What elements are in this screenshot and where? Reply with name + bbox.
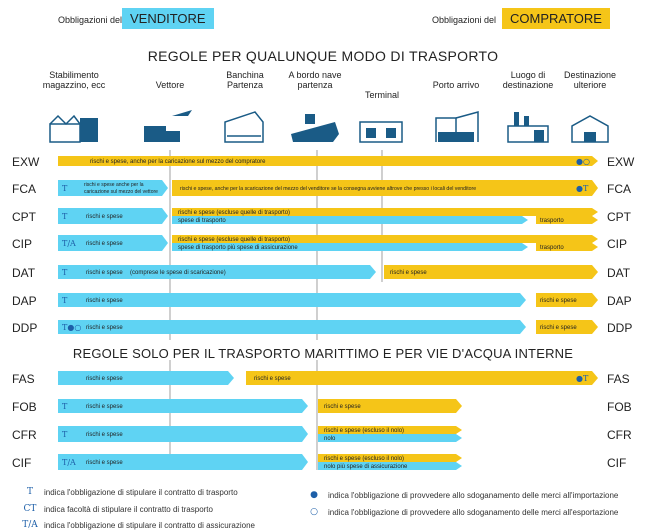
text-cfr-buyer: rischi e spese (escluso il nolo) [324,428,405,434]
mark-fca-seller: T [62,184,68,193]
rule-code-left-9: CFR [12,428,37,442]
text-fob-seller: rischi e spese [86,404,123,410]
text-dap-buyer: rischi e spese [540,298,577,304]
ta-symbol: T/A [22,520,38,530]
rule-code-right-10: CIF [607,456,627,470]
location-label-2: Partenza [226,80,264,90]
rule-code-right-9: CFR [607,428,632,442]
seller-badge: VENDITORE [122,8,214,29]
legend-t [22,487,238,497]
mark-dap: T [62,296,68,305]
legend-import-text: indica l'obbligazione di provvedere allo sdoganamento delle merci all'importazione [328,490,619,500]
mark-ddp: T●○ [62,323,82,332]
text-fca-seller-2: caricazione sul mezzo del vettore [84,189,158,195]
text-cfr-nolo: nolo [324,436,336,442]
text-dat-seller2: (comprese le spese di scaricazione) [130,270,226,276]
rule-code-right-5: DAP [607,294,632,308]
rule-code-left-7: FAS [12,372,35,386]
legend-import [306,490,618,500]
rule-code-left-6: DDP [12,321,38,335]
mark-cfr: T [62,430,68,439]
rule-code-left-2: CPT [12,210,36,224]
text-cpt-end: trasporto [540,218,564,224]
destination-factory-icon [508,112,548,142]
location-label-2: Banchina [226,70,264,80]
rule-code-right-3: CIP [607,237,628,251]
mark-fca-end: ●T [576,184,589,193]
rule-code-left-8: FOB [12,400,37,414]
text-cfr-seller: rischi e spese [86,432,123,438]
mark-dat: T [62,268,68,277]
location-label-0: Stabilimento [49,70,99,80]
text-cpt-seller: rischi e spese [86,214,123,220]
legend-ta [22,520,255,530]
bar-seller-fas [58,371,234,385]
rule-code-left-10: CIF [12,456,32,470]
t-symbol: T [26,487,33,497]
location-label-5: Porto arrivo [432,80,480,90]
text-cif-nolo: nolo più spese di assicurazione [324,464,408,470]
buyer-badge: COMPRATORE [502,8,610,29]
warehouse-icon [572,116,608,142]
section-title-sea-only: REGOLE SOLO PER IL TRASPORTO MARITTIMO E PER VIE D'ACQUA INTERNE [72,346,574,361]
rule-code-right-8: FOB [607,400,632,414]
mark-cpt: T [62,212,68,221]
import-symbol: ● [310,490,318,500]
text-dat-buyer: rischi e spese [390,270,427,276]
buyer-prefix: Obbligazioni del [432,15,497,25]
bar-buyer-fas [246,371,598,385]
mark-fob: T [62,402,68,411]
rule-code-left-4: DAT [12,266,36,280]
text-cif-buyer: rischi e spese (escluso il nolo) [324,456,405,462]
bar-seller2-cfr [318,434,462,442]
text-fca-buyer: rischi e spese, anche per la scaricazione del mezzo del venditore se la consegna avviene altrove che presso i locali del venditore [180,186,477,192]
text-dat-seller: rischi e spese [86,270,123,276]
factory-icon [50,116,98,142]
rule-code-left-3: CIP [12,237,33,251]
ship-icon [291,114,339,142]
text-cip-end: trasporto [540,245,564,251]
location-label-7: ulteriore [573,80,607,90]
text-cip-seller: rischi e spese [86,241,123,247]
crane-icon [436,112,478,142]
mark-exw: ●○ [576,157,590,166]
text-cip-transport: spese di trasporto più spese di assicurazione [178,245,298,251]
mark-cif: T/A [62,458,76,467]
legend-ta-text: indica l'obbligazione di stipulare il contratto di assicurazione [44,520,255,530]
bar-seller-ddp [58,320,526,334]
legend-t-text: indica l'obbligazione di stipulare il contratto di trasporto [44,487,238,497]
rule-code-right-7: FAS [607,372,630,386]
text-fas-buyer: rischi e spese [254,376,291,382]
rule-code-left-5: DAP [12,294,37,308]
c-symbol: CT [23,504,37,514]
departure-quay-icon [225,112,263,142]
text-dap-seller: rischi e spese [86,298,123,304]
location-label-3: A bordo nave [288,70,342,80]
rule-code-right-1: FCA [607,182,631,196]
location-label-3: partenza [297,80,333,90]
section-title-any-mode: REGOLE PER QUALUNQUE MODO DI TRASPORTO [147,48,499,64]
text-cpt-transport: spese di trasporto [178,218,226,224]
mark-fas-end: ●T [576,374,589,383]
legend-c-text: indica facoltà di stipulare il contratto di trasporto [44,504,213,514]
terminal-icon [360,122,402,142]
location-label-7: Destinazione [563,70,617,80]
text-fob-buyer: rischi e spese [324,404,361,410]
location-label-6: destinazione [502,80,554,90]
location-label-6: Luogo di [510,70,546,80]
truck-plane-icon [144,110,192,142]
text-cip-buyer: rischi e spese (escluse quelle di trasporto) [178,237,291,243]
text-fas-seller: rischi e spese [86,376,123,382]
rule-code-left-1: FCA [12,182,36,196]
legend-c [22,504,213,514]
rule-code-right-0: EXW [607,155,635,169]
legend-export [306,507,618,517]
rule-code-right-2: CPT [607,210,631,224]
mark-cip: T/A [62,239,76,248]
legend-export-text: indica l'obbligazione di provvedere allo sdoganamento delle merci all'esportazione [328,507,619,517]
location-label-1: Vettore [155,80,185,90]
text-cpt-buyer: rischi e spese (escluse quelle di trasporto) [178,210,291,216]
text-ddp-seller: rischi e spese [86,325,123,331]
location-label-4: Terminal [364,90,400,100]
text-cif-seller: rischi e spese [86,460,123,466]
text-exw: rischi e spese, anche per la caricazione sul mezzo del compratore [90,159,266,165]
rule-code-right-6: DDP [607,321,633,335]
rule-code-left-0: EXW [12,155,40,169]
text-fca-seller-1: rischi e spese anche per la [84,182,144,188]
export-symbol: ○ [310,507,318,517]
seller-prefix: Obbligazioni del [58,15,123,25]
rule-code-right-4: DAT [607,266,631,280]
bar-seller-dap [58,293,526,307]
text-ddp-buyer: rischi e spese [540,325,577,331]
location-label-0: magazzino, ecc [42,80,106,90]
